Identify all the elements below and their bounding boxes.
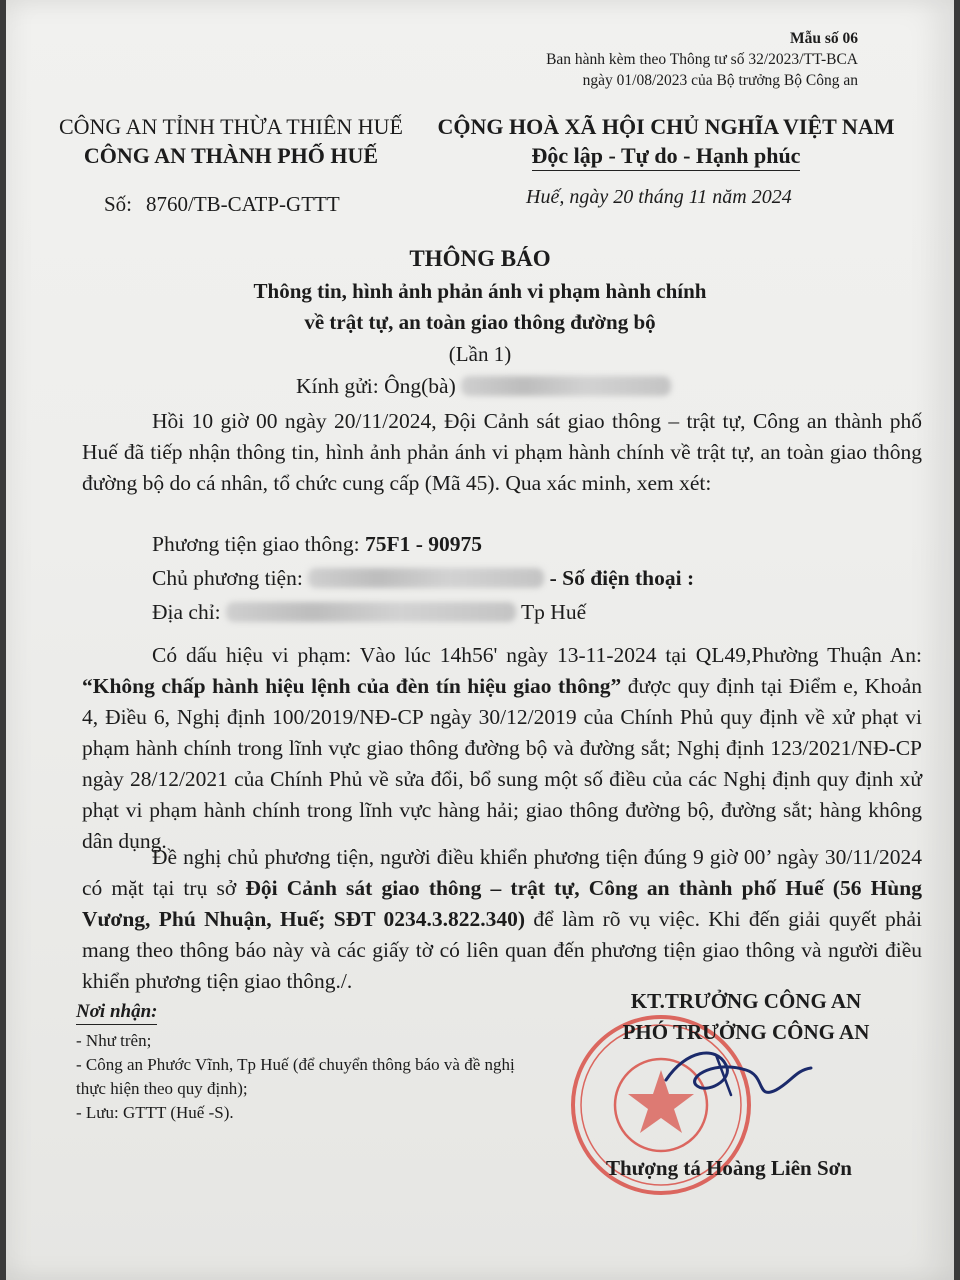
vehicle-label: Phương tiện giao thông: [152,532,360,556]
recipients-heading: Nơi nhận: [76,1000,157,1025]
request-location: Đội Cảnh sát giao thông – trật tự, Công an thành phố Huế (56 Hùng Vương, Phú Nhuận, Huế; SĐT 0234.3.822.340) [82,876,922,931]
document-number [104,192,340,217]
request-text-1: Đề nghị chủ phương tiện, người điều khiển phương tiện đúng 9 giờ 00’ ngày 30/11/2024 có mặt tại trụ sở [82,845,922,900]
form-ref-line-1: Ban hành kèm theo Thông tư số 32/2023/TT-BCA [546,51,858,68]
signer-name: Thượng tá Hoàng Liên Sơn [606,1156,852,1180]
document-number-value: 8760/TB-CATP-GTTT [146,192,340,216]
intro-paragraph: Hồi 10 giờ 00 ngày 20/11/2024, Đội Cảnh sát giao thông – trật tự, Công an thành phố Huế đã tiếp nhận thông tin, hình ảnh phản ánh vi phạm hành chính về trật tự, an toàn giao thông đường bộ do cá nhân, tổ chức cung cấp (Mã 45). Qua xác minh, xem xét: [82,409,922,495]
nation-motto: Độc lập - Tự do - Hạnh phúc [532,141,801,171]
vehicle-line [152,532,482,557]
redacted-name [461,376,671,396]
vehicle-plate: 75F1 - 90975 [364,532,482,556]
addressee-label: Kính gửi: Ông(bà) [296,374,456,398]
form-reference [546,28,858,91]
document-number-label: Số: [104,192,133,216]
subtitle-line-2: về trật tự, an toàn giao thông đường bộ [304,310,656,334]
address-label: Địa chỉ: [152,600,221,624]
request-text-2: để làm rõ vụ việc. Khi đến giải quyết phải mang theo thông báo này và các giấy tờ có liên quan đến phương tiện giao thông và người điều khiển phương tiện giao thông./. [82,907,922,993]
signature-mark [656,1040,816,1110]
issue-date: Huế, ngày 20 tháng 11 năm 2024 [526,186,792,208]
violation-text-1: Có dấu hiệu vi phạm: Vào lúc 14h56' ngày 13-11-2024 tại QL49,Phường Thuận An: [152,643,922,667]
signer-title-1: KT.TRƯỞNG CÔNG AN [630,989,862,1013]
issue-count: (Lần 1) [448,342,512,366]
parent-agency: CÔNG AN TỈNH THỪA THIÊN HUẾ [58,114,403,139]
request-paragraph [82,842,922,997]
form-number: Mẫu số 06 [789,30,858,47]
owner-line [152,566,694,591]
recipient-item: - Công an Phước Vĩnh, Tp Huế (để chuyển thông báo và đề nghị thực hiện theo quy định); [76,1055,515,1098]
signer-title-2: PHÓ TRƯỞNG CÔNG AN [622,1020,870,1044]
subtitle-line-1: Thông tin, hình ảnh phản ánh vi phạm hành chính [253,279,707,303]
addressee [296,374,671,399]
national-heading [426,112,906,171]
violation-paragraph [82,640,922,857]
owner-label: Chủ phương tiện: [152,566,303,590]
form-ref-line-2: ngày 01/08/2023 của Bộ trưởng Bộ Công an [582,72,858,89]
document-title: THÔNG BÁO [409,246,551,271]
violation-text-2: được quy định tại Điểm e, Khoản 4, Điều 6, Nghị định 100/2019/NĐ-CP ngày 30/12/2019 của Chính Phủ quy định về xử phạt vi phạm hành chính trong lĩnh vực giao thông đường bộ và đường sắt; Nghị định 123/2021/NĐ-CP ngày 28/12/2021 của Chính Phủ về sửa đổi, bổ sung một số điều của các Nghị định quy định xử phạt vi phạm hành chính trong lĩnh vực hàng hải; giao thông đường bộ, đường sắt; hàng không dân dụng. [82,674,923,853]
nation-name: CỘNG HOÀ XÃ HỘI CHỦ NGHĨA VIỆT NAM [437,114,895,139]
document-page [6,0,954,1280]
address-city: Tp Huế [521,600,587,624]
issuing-unit: CÔNG AN THÀNH PHỐ HUẾ [83,143,379,168]
recipient-item: - Như trên; [76,1031,152,1050]
recipient-item: - Lưu: GTTT (Huế -S). [76,1103,234,1122]
signature-block [596,986,896,1048]
address-line [152,600,586,625]
recipients-block [76,1000,526,1125]
violation-offense: “Không chấp hành hiệu lệnh của đèn tín hiệu giao thông” [82,674,622,698]
issuing-agency [46,112,416,170]
document-subtitle [6,276,954,338]
phone-label: - Số điện thoại : [549,566,695,590]
redacted-address [226,602,516,622]
redacted-owner [308,568,544,588]
